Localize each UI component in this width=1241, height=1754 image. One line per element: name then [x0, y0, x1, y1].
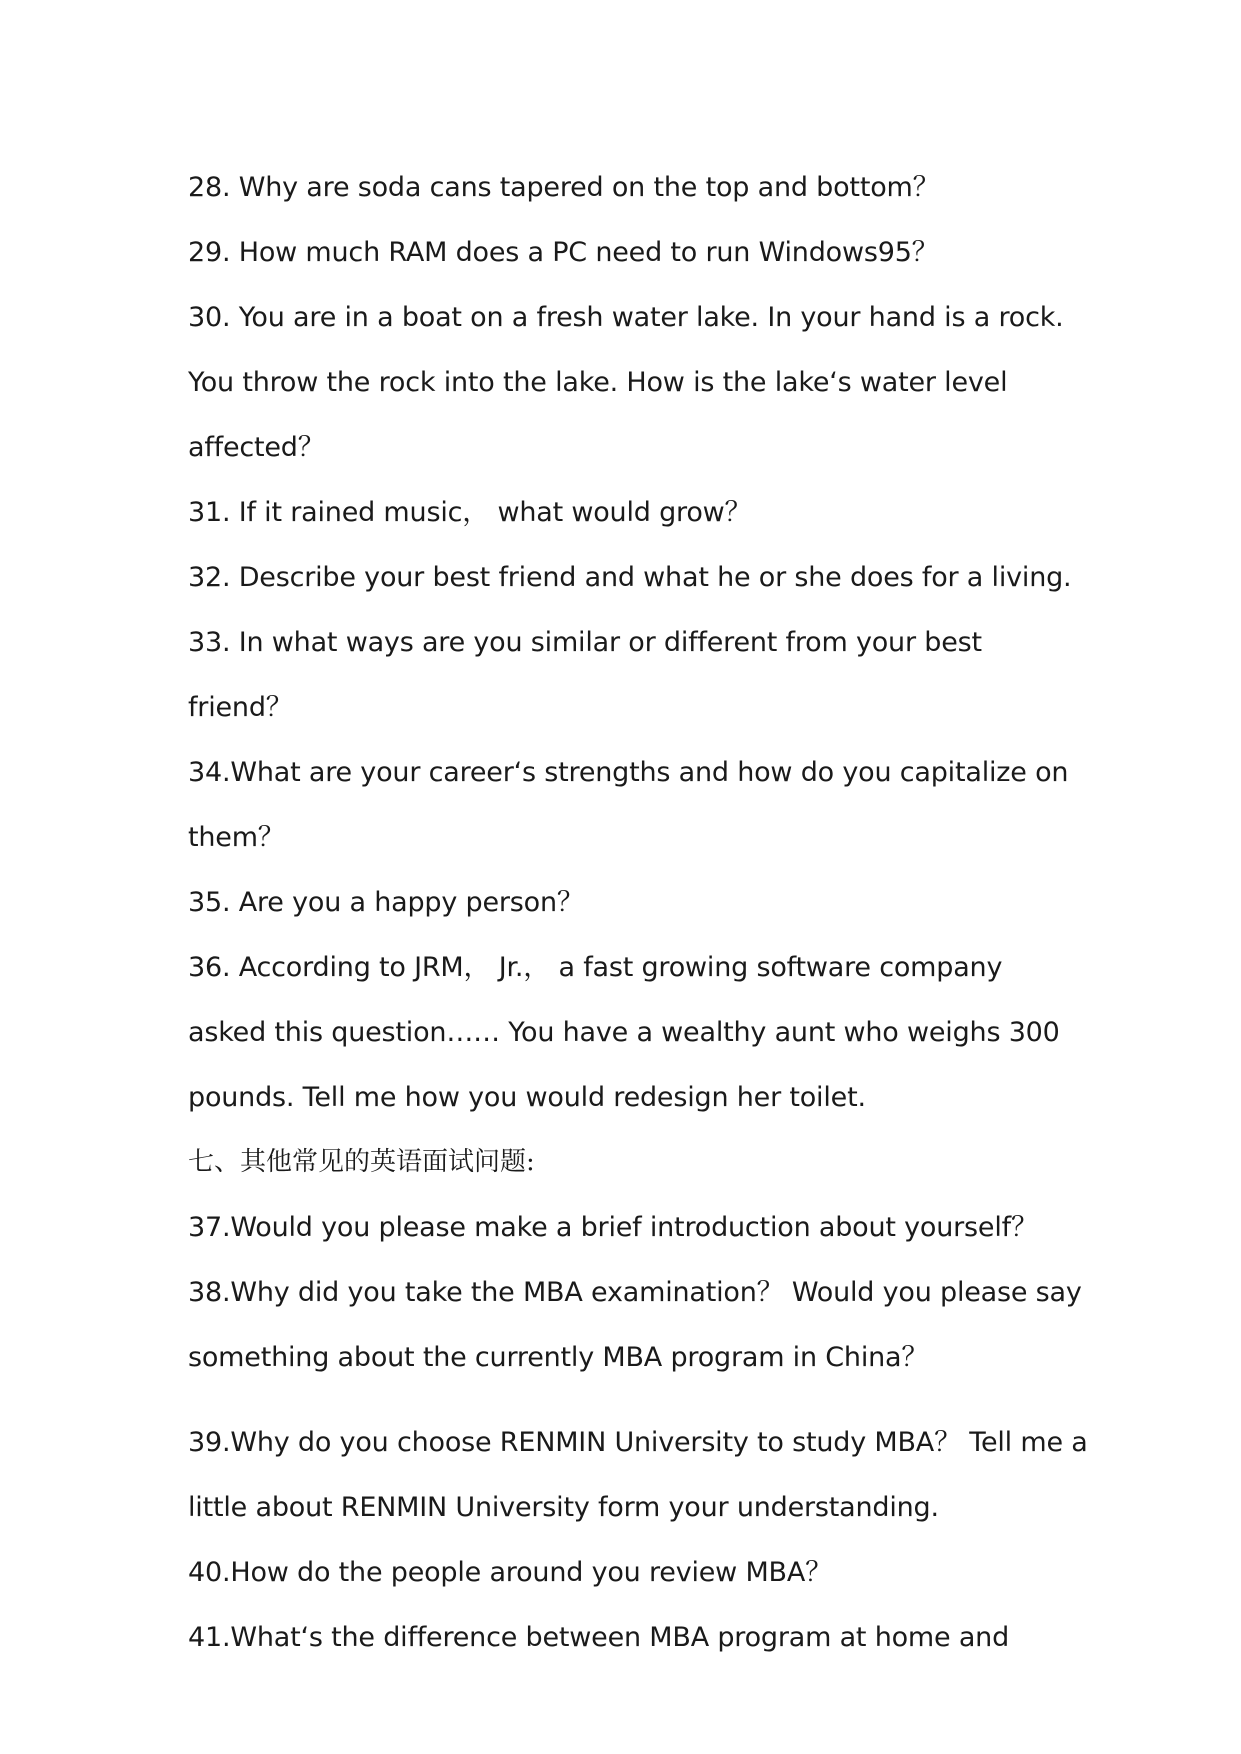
question-29: 29. How much RAM does a PC need to run Windows95？: [188, 237, 939, 268]
question-37: 37.Would you please make a brief introduction about yourself？: [188, 1212, 1038, 1243]
question-36: 36. According to JRM， Jr.， a fast growing software company asked this question…… You have a wealthy aunt who weighs 300 pounds. Tell me how you would redesign her toilet.: [188, 952, 1060, 1113]
document-body: [188, 155, 1088, 1670]
question-41: 41.What‘s the difference between MBA program at home and: [188, 1622, 1010, 1653]
question-33: 33. In what ways are you similar or different from your best friend？: [188, 627, 982, 723]
question-34: 34.What are your career‘s strengths and how do you capitalize on them？: [188, 757, 1069, 853]
question-31: 31. If it rained music， what would grow？: [188, 497, 752, 528]
question-38: 38.Why did you take the MBA examination？ Would you please say something about the currently MBA program in China？: [188, 1277, 1082, 1373]
question-32: 32. Describe your best friend and what he or she does for a living.: [188, 562, 1072, 593]
question-35: 35. Are you a happy person？: [188, 887, 584, 918]
question-30: 30. You are in a boat on a fresh water lake. In your hand is a rock. You throw the rock into the lake. How is the lake‘s water level affected？: [188, 302, 1064, 463]
question-39: 39.Why do you choose RENMIN University to study MBA？ Tell me a little about RENMIN University form your understanding.: [188, 1427, 1088, 1523]
question-28: 28. Why are soda cans tapered on the top and bottom？: [188, 172, 940, 203]
question-40: 40.How do the people around you review MBA？: [188, 1557, 832, 1588]
section-heading: 七、其他常见的英语面试问题:: [188, 1147, 535, 1177]
